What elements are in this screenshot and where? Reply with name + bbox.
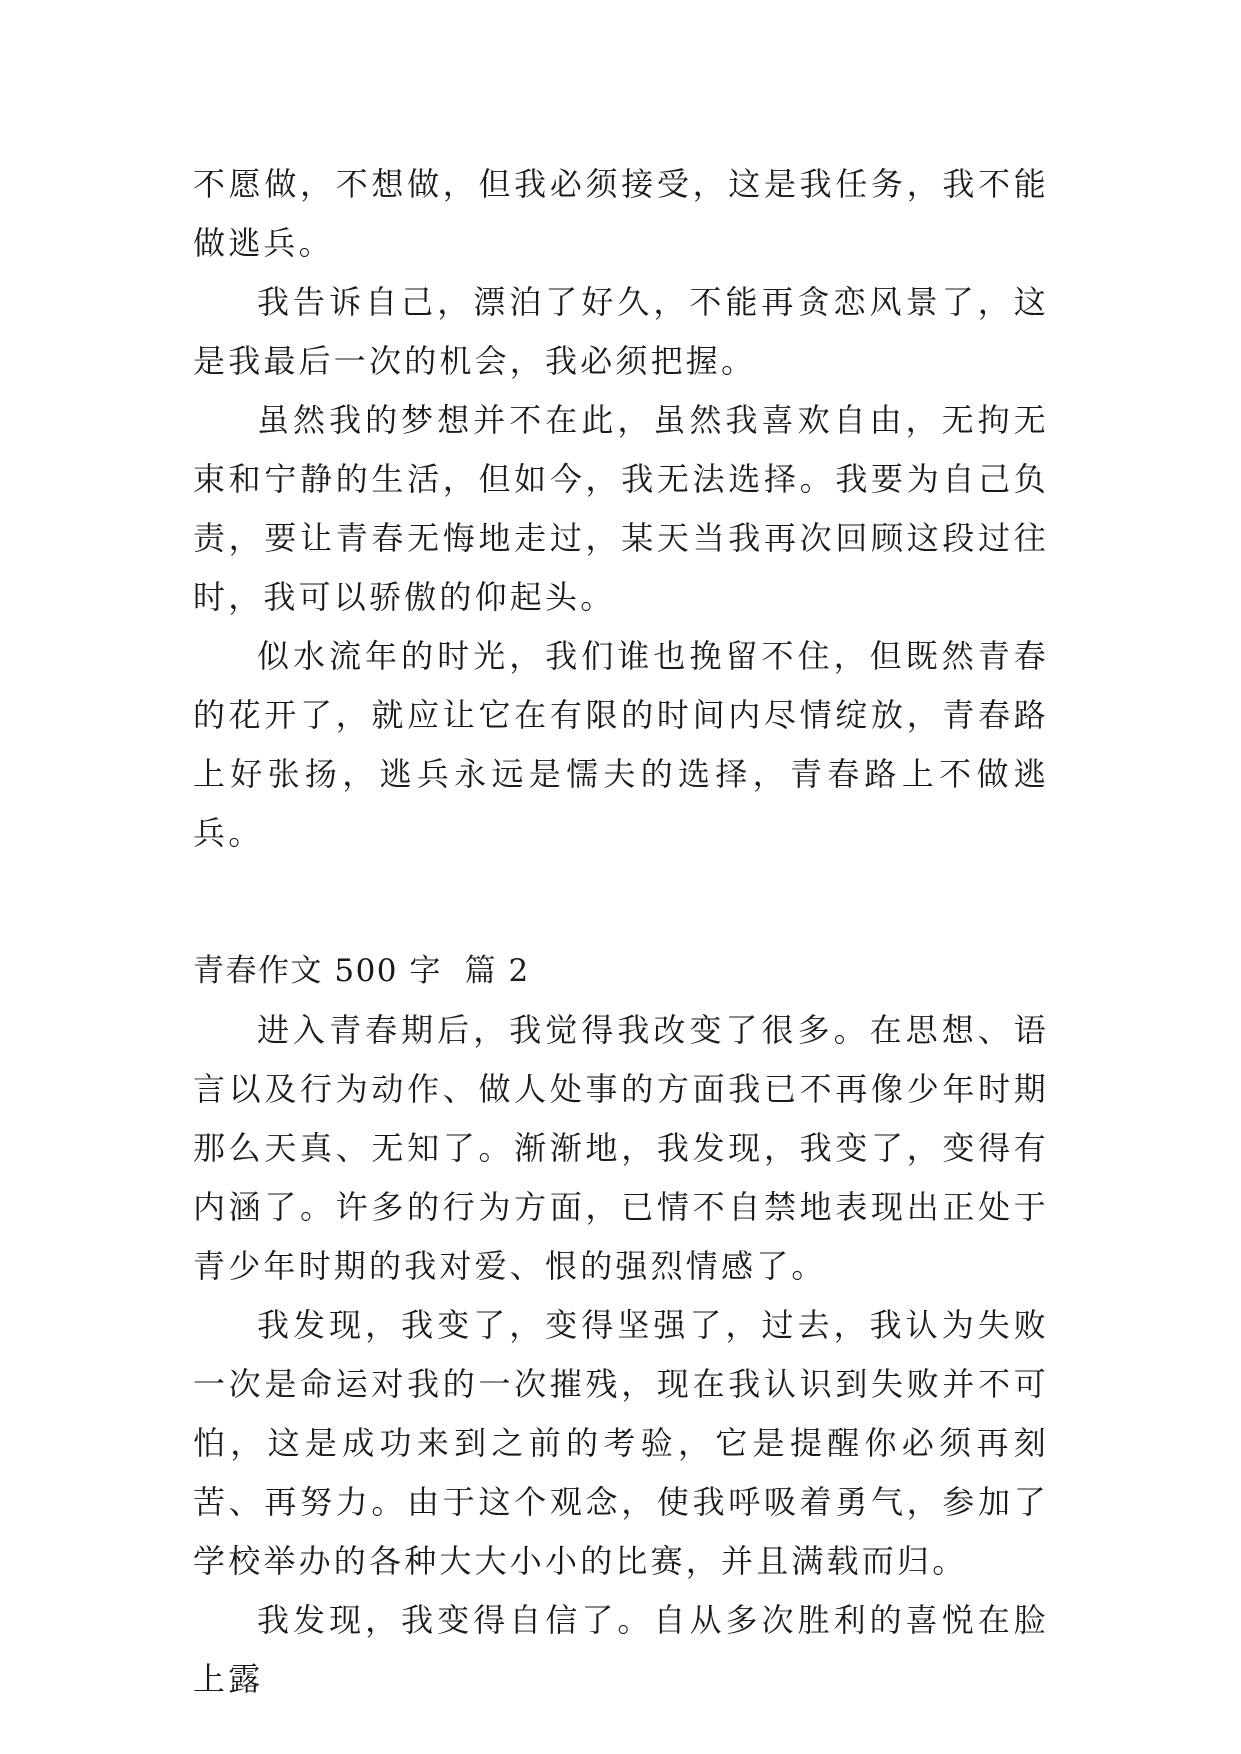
paragraph: 我发现，我变得自信了。自从多次胜利的喜悦在脸上露 [193, 1601, 1049, 1698]
paragraph: 似水流年的时光，我们谁也挽留不住，但既然青春的花开了，就应让它在有限的时间内尽情绽放，青春路上好张扬，逃兵永远是懦夫的选择，青春路上不做逃兵。 [193, 637, 1049, 852]
paragraph: 虽然我的梦想并不在此，虽然我喜欢自由，无拘无束和宁静的生活，但如今，我无法选择。我要为自己负责，要让青春无悔地走过，某天当我再次回顾这段过往时，我可以骄傲的仰起头。 [193, 401, 1049, 616]
paragraph: 进入青春期后，我觉得我改变了很多。在思想、语言以及行为动作、做人处事的方面我已不再像少年时期那么天真、无知了。渐渐地，我发现，我变了，变得有内涵了。许多的行为方面，已情不自禁地表现出正处于青少年时期的我对爱、恨的强烈情感了。 [193, 1011, 1049, 1285]
paragraph: 我发现，我变了，变得坚强了，过去，我认为失败一次是命运对我的一次摧残，现在我认识到失败并不可怕，这是成功来到之前的考验，它是提醒你必须再刻苦、再努力。由于这个观念，使我呼吸着勇气，参加了学校举办的各种大大小小的比赛，并且满载而归。 [193, 1306, 1049, 1580]
paragraph: 我告诉自己，漂泊了好久，不能再贪恋风景了，这是我最后一次的机会，我必须把握。 [193, 283, 1049, 380]
section-heading: 青春作文 500 字 篇 2 [193, 953, 530, 989]
document-body [193, 155, 1049, 1709]
paragraph-continued: 不愿做，不想做，但我必须接受，这是我任务，我不能做逃兵。 [193, 165, 1049, 262]
